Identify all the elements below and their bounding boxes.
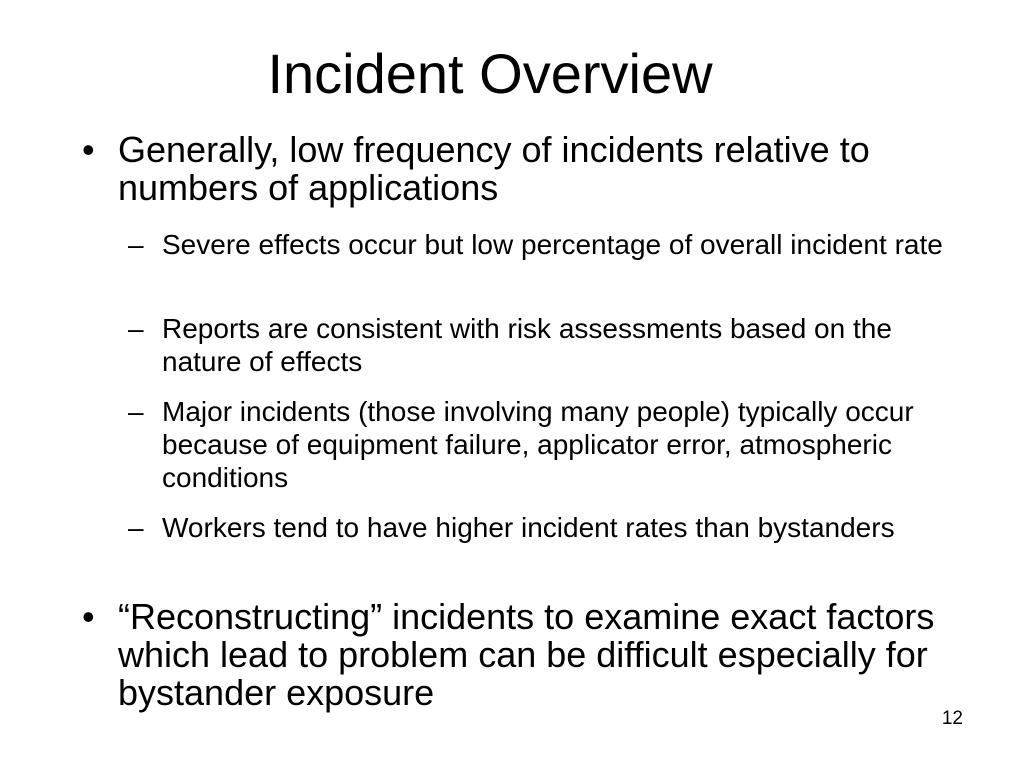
bullet-marker: • [82, 129, 95, 170]
sub-bullet-item [0, 511, 1024, 579]
sub-bullet-marker: – [128, 313, 144, 344]
slide-number: 12 [941, 708, 963, 729]
sub-bullet-text: Reports are consistent with risk assessments based on the nature of effects [162, 313, 892, 377]
sub-bullet-item [0, 395, 1024, 495]
sub-bullet-text: Workers tend to have higher incident rates than bystanders [162, 512, 895, 543]
bullet-text: “Reconstructing” incidents to examine exact factors which lead to problem can be difficult especially for bystander exposure [118, 596, 935, 713]
sub-bullet-text: Major incidents (those involving many people) typically occur because of equipment failure, applicator error, atmospheric conditions [162, 396, 914, 493]
sub-bullet-marker: – [128, 229, 144, 260]
sub-bullet-marker: – [128, 512, 144, 543]
bullet-item [0, 131, 1024, 211]
sub-bullet-text: Severe effects occur but low percentage of overall incident rate [162, 229, 943, 260]
sub-bullet-marker: – [128, 396, 144, 427]
sub-bullet-item [0, 228, 1024, 296]
slide-title: Incident Overview [267, 42, 713, 105]
bullet-text: Generally, low frequency of incidents relative to numbers of applications [118, 129, 870, 208]
bullet-item [0, 598, 1024, 718]
sub-bullet-item [0, 312, 1024, 380]
bullet-marker: • [82, 596, 95, 637]
